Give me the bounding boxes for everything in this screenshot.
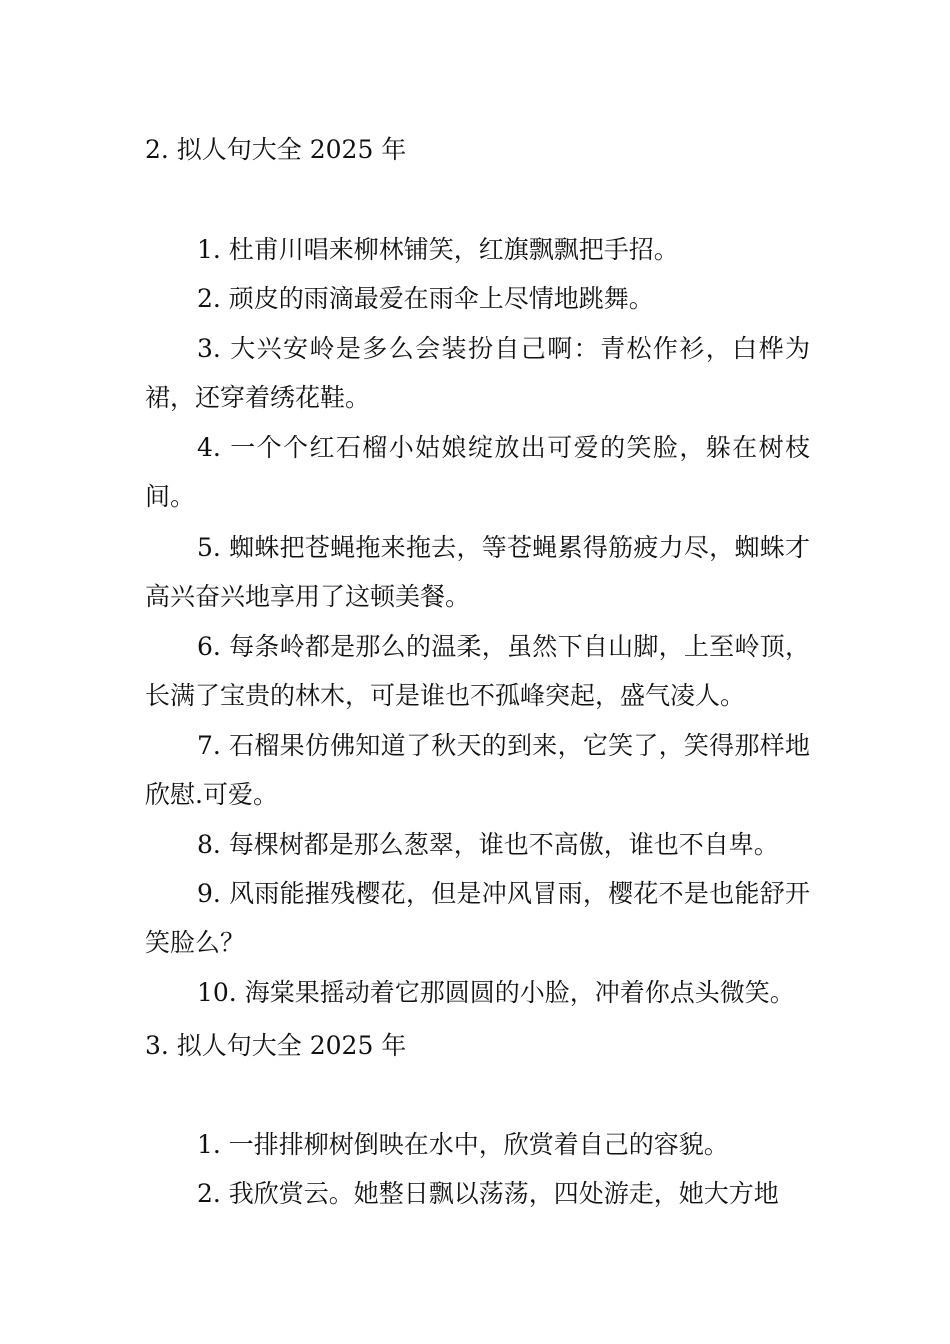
list-item: 3. 大兴安岭是多么会装扮自己啊：青松作衫，白桦为裙，还穿着绣花鞋。 — [145, 334, 810, 412]
section-heading: 2. 拟人句大全 2025 年 — [145, 135, 407, 164]
list-item: 2. 顽皮的雨滴最爱在雨伞上尽情地跳舞。 — [197, 284, 654, 313]
list-item: 5. 蜘蛛把苍蝇拖来拖去，等苍蝇累得筋疲力尽，蜘蛛才高兴奋兴地享用了这顿美餐。 — [145, 533, 810, 611]
list-item: 4. 一个个红石榴小姑娘绽放出可爱的笑脸，躲在树枝间。 — [145, 433, 810, 511]
list-item: 8. 每棵树都是那么葱翠，谁也不高傲，谁也不自卑。 — [197, 830, 779, 859]
list-item: 10. 海棠果摇动着它那圆圆的小脸，冲着你点头微笑。 — [197, 978, 795, 1007]
list-item: 2. 我欣赏云。她整日飘以荡荡，四处游走，她大方地 — [197, 1179, 779, 1208]
list-item: 7. 石榴果仿佛知道了秋天的到来，它笑了，笑得那样地欣慰.可爱。 — [145, 731, 810, 809]
section-heading: 3. 拟人句大全 2025 年 — [145, 1031, 407, 1060]
list-item: 1. 杜甫川唱来柳林铺笑，红旗飘飘把手招。 — [197, 235, 679, 264]
list-item: 1. 一排排柳树倒映在水中，欣赏着自己的容貌。 — [197, 1130, 729, 1159]
list-item: 9. 风雨能摧残樱花，但是冲风冒雨，樱花不是也能舒开笑脸么？ — [145, 879, 810, 957]
list-item: 6. 每条岭都是那么的温柔，虽然下自山脚，上至岭顶，长满了宝贵的林木，可是谁也不孤峰突起，盛气凌人。 — [145, 632, 810, 710]
